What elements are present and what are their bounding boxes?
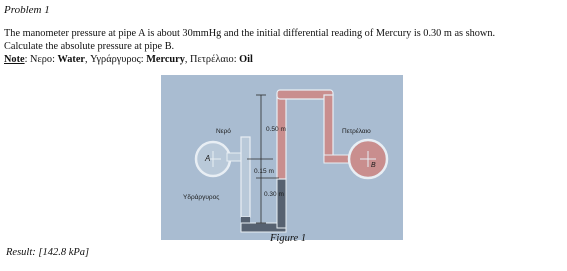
note-label: Note bbox=[4, 54, 25, 65]
result-value: [142.8 kPa] bbox=[38, 247, 90, 258]
problem-title: Problem 1 bbox=[4, 4, 50, 16]
note-water-greek: Νερο: bbox=[30, 54, 58, 65]
left-leg-water bbox=[241, 137, 250, 217]
manometer-figure bbox=[161, 75, 403, 240]
pipe-a-label: A bbox=[205, 154, 211, 163]
figure-caption: Figure 1 bbox=[270, 233, 307, 244]
note-mercury-greek: , Υγράργυρος: bbox=[84, 54, 147, 65]
statement-line-1: The manometer pressure at pipe A is about 30mmHg and the initial differential reading of Mercury is 0.30 m as shown. bbox=[4, 28, 496, 39]
statement-line-2: Calculate the absolute pressure at pipe B. bbox=[4, 41, 175, 52]
problem-statement bbox=[4, 27, 566, 66]
result-label: Result: bbox=[6, 247, 36, 258]
dim-mid-label: 0.15 m bbox=[254, 168, 274, 175]
note-water: Water bbox=[57, 54, 85, 65]
dim-top-label: 0.50 m bbox=[266, 126, 286, 133]
right-leg-oil bbox=[277, 95, 286, 179]
note-mercury: Mercury bbox=[146, 54, 185, 65]
mercury-label: Υδράργυρος bbox=[183, 194, 220, 201]
note-oil-greek: , Πετρέλαιο: bbox=[184, 54, 240, 65]
oil-label: Πετρέλαιο bbox=[342, 128, 371, 135]
oil-connector bbox=[324, 155, 350, 163]
result-line bbox=[6, 246, 89, 259]
down-leg-oil bbox=[324, 95, 333, 161]
note-oil: Oil bbox=[239, 54, 253, 65]
water-label: Νερό bbox=[216, 128, 231, 135]
dim-bottom-label: 0.30 m bbox=[264, 191, 284, 198]
pipe-b-label: B bbox=[371, 162, 376, 169]
mercury-right-leg bbox=[277, 178, 286, 228]
note-line: Note: Νερο: Water, Υγράργυρος: Mercury, Πετρέλαιο: Oil bbox=[4, 54, 253, 65]
